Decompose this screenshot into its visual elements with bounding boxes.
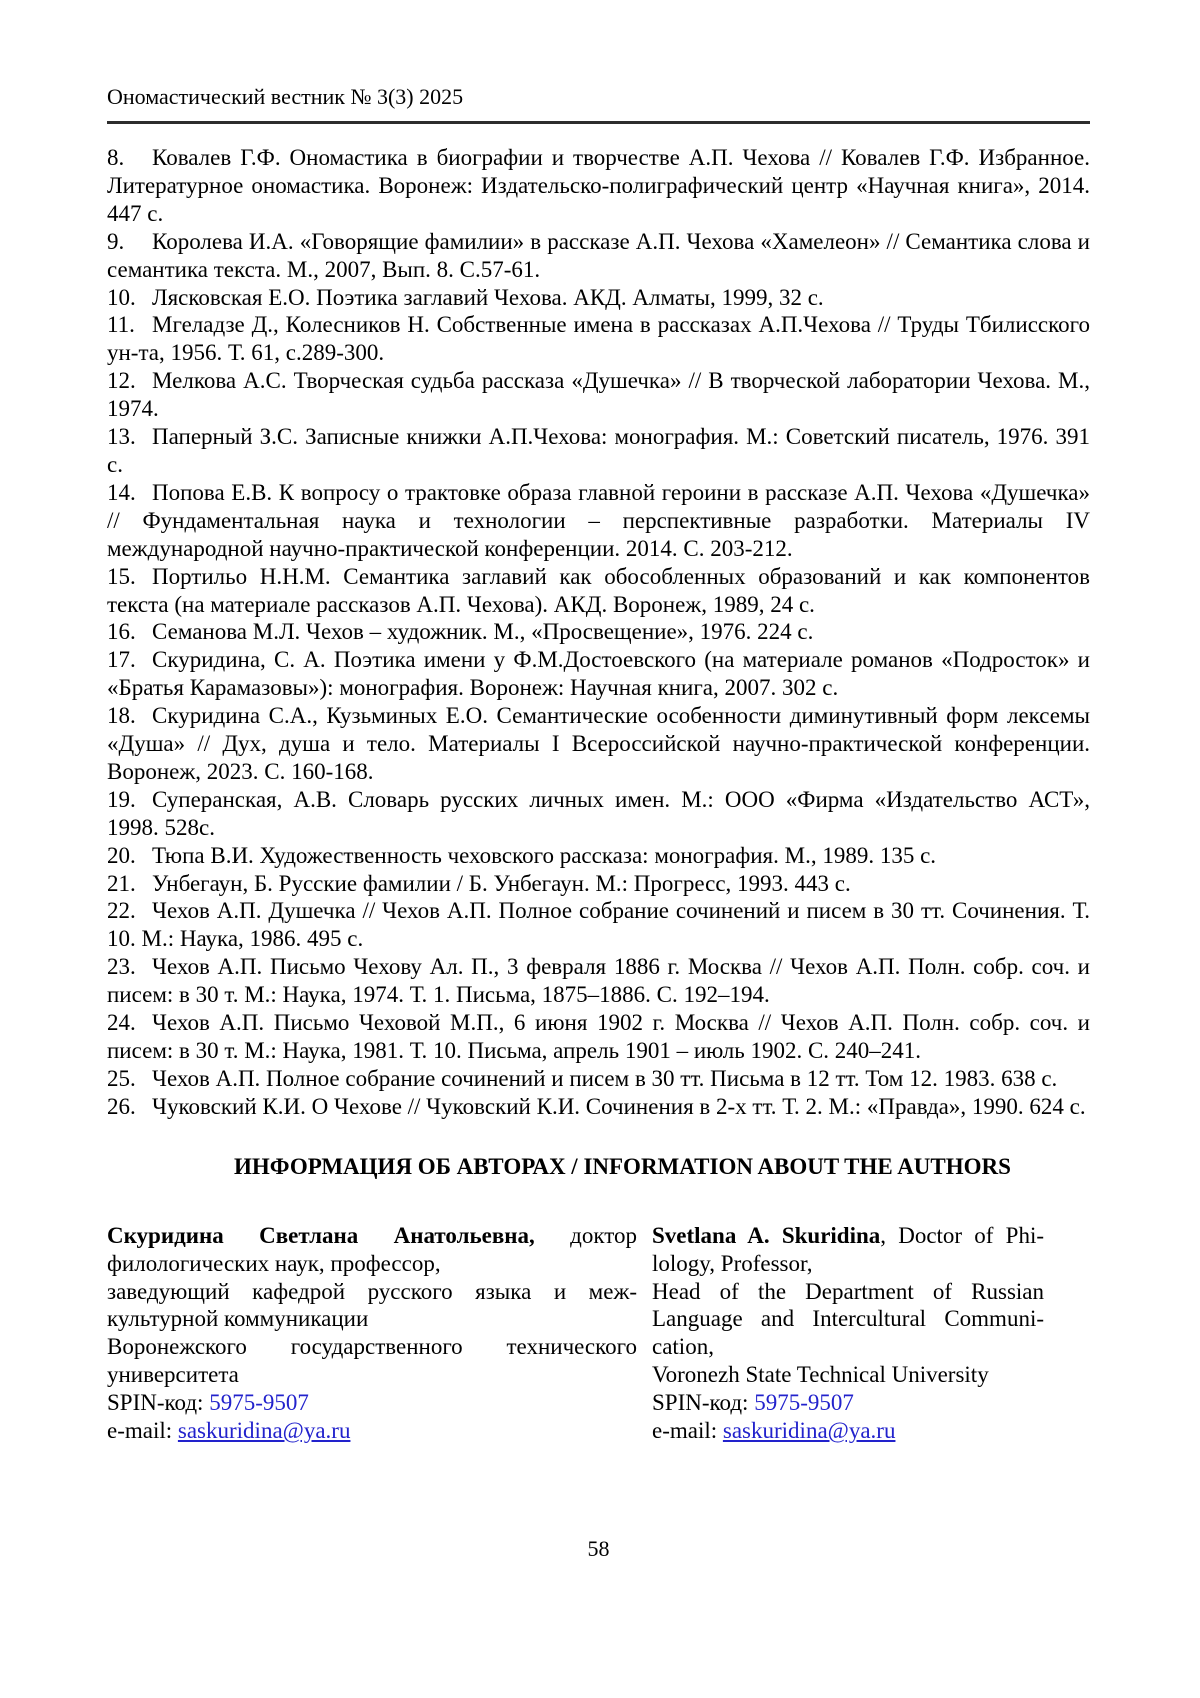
reference-item xyxy=(107,953,1090,1009)
author-info-text: lology, Professor, xyxy=(652,1250,813,1276)
author-info-line xyxy=(107,1333,637,1361)
journal-running-head: Ономастический вестник № 3(3) 2025 xyxy=(107,84,464,109)
reference-number: 13. xyxy=(107,424,136,450)
reference-text: Тюпа В.И. Художественность чеховского рассказа: монография. М., 1989. 135 с. xyxy=(152,842,937,868)
reference-item xyxy=(107,1009,1090,1065)
reference-text: Портильо Н.Н.М. Семантика заглавий как обособленных образований и как компонентов текста (на материале рассказов А.П. Чехова). АКД. Воронеж, 1989, 24 с. xyxy=(107,563,1090,617)
author-info-line xyxy=(107,1389,637,1417)
reference-item xyxy=(107,479,1090,563)
author-info-text: университета xyxy=(107,1362,239,1388)
reference-text: Чехов А.П. Письмо Чеховой М.П., 6 июня 1902 г. Москва // Чехов А.П. Полн. собр. соч. и писем: в 30 т. М.: Наука, 1981. Т. 10. Письма, апрель 1901 – июль 1902. С. 240–241. xyxy=(107,1010,1090,1063)
author-info-text: заведующий кафедрой русского языка и меж- xyxy=(107,1278,637,1304)
link-label: SPIN-код: xyxy=(652,1390,755,1416)
reference-item xyxy=(107,1093,1090,1121)
reference-text: Суперанская, А.В. Словарь русских личных имен. М.: ООО «Фирма «Издательство АСТ», 1998. 528с. xyxy=(107,786,1090,840)
reference-text: Чехов А.П. Полное собрание сочинений и писем в 30 тт. Письма в 12 тт. Том 12. 1983. 638 с. xyxy=(152,1065,1058,1091)
references-list xyxy=(107,144,1090,1121)
reference-number: 26. xyxy=(107,1093,136,1119)
reference-number: 19. xyxy=(107,786,136,812)
author-info-line xyxy=(107,1417,637,1445)
reference-item xyxy=(107,897,1090,953)
reference-number: 9. xyxy=(107,228,125,254)
author-info-line xyxy=(107,1250,637,1278)
reference-item xyxy=(107,284,1090,312)
reference-item xyxy=(107,228,1090,284)
header-rule xyxy=(107,121,1090,124)
author-info-line xyxy=(652,1417,1044,1445)
reference-item xyxy=(107,423,1090,479)
author-info-line xyxy=(652,1305,1044,1333)
author-info-line xyxy=(107,1361,637,1389)
reference-text: Семанова М.Л. Чехов – художник. М., «Просвещение», 1976. 224 с. xyxy=(152,619,814,645)
reference-item xyxy=(107,618,1090,646)
author-name: Svetlana A. Skuridina xyxy=(652,1222,881,1248)
reference-item xyxy=(107,842,1090,870)
reference-number: 15. xyxy=(107,563,136,589)
reference-text: Мелкова А.С. Творческая судьба рассказа «Душечка» // В творческой лаборатории Чехова. М., 1974. xyxy=(107,368,1090,422)
link-label: e-mail: xyxy=(652,1418,723,1444)
reference-item xyxy=(107,646,1090,702)
author-info-english xyxy=(652,1222,1044,1445)
page-number: 58 xyxy=(587,1536,610,1561)
reference-item xyxy=(107,563,1090,619)
reference-number: 16. xyxy=(107,619,136,645)
author-info-line xyxy=(652,1361,1044,1389)
reference-number: 23. xyxy=(107,954,136,980)
email-link[interactable]: saskuridina@ya.ru xyxy=(177,1418,351,1444)
reference-text: Чехов А.П. Письмо Чехову Ал. П., 3 февраля 1886 г. Москва // Чехов А.П. Полн. собр. соч. и писем: в 30 т. М.: Наука, 1974. Т. 1. Письма, 1875–1886. С. 192–194. xyxy=(107,954,1090,1008)
reference-text: Скуридина С.А., Кузьминых Е.О. Семантические особенности диминутивный форм лексемы «Душа» // Дух, душа и тело. Материалы I Всероссийской научно-практической конференции. Воронеж, 2023. С. 160-168. xyxy=(107,703,1090,784)
reference-number: 21. xyxy=(107,870,136,896)
author-info-line xyxy=(652,1389,1044,1417)
reference-text: Скуридина, С. А. Поэтика имени у Ф.М.Достоевского (на материале романов «Подросток» и «Братья Карамазовы»): монография. Воронеж: Научная книга, 2007. 302 с. xyxy=(107,647,1090,701)
link-label: SPIN-код: xyxy=(107,1390,210,1416)
reference-number: 14. xyxy=(107,479,136,505)
author-info-text: Language and Intercultural Communi- xyxy=(652,1306,1044,1332)
author-info-line xyxy=(652,1222,1044,1250)
author-info-line xyxy=(107,1222,637,1250)
reference-number: 17. xyxy=(107,647,136,673)
reference-item xyxy=(107,702,1090,786)
reference-text: Лясковская Е.О. Поэтика заглавий Чехова. АКД. Алматы, 1999, 32 с. xyxy=(152,284,824,310)
reference-item xyxy=(107,144,1090,228)
authors-info-block xyxy=(107,1222,1090,1445)
reference-item xyxy=(107,367,1090,423)
author-info-line xyxy=(652,1250,1044,1278)
author-info-text: культурной коммуникации xyxy=(107,1306,369,1332)
reference-number: 8. xyxy=(107,145,125,170)
author-info-text: филологических наук, профессор, xyxy=(107,1250,441,1276)
reference-number: 18. xyxy=(107,703,136,729)
author-info-text: Head of the Department of Russian xyxy=(652,1278,1044,1304)
spin-code-link[interactable]: 5975-9507 xyxy=(754,1390,854,1416)
reference-text: Мгеладзе Д., Колесников Н. Собственные имена в рассказах А.П.Чехова // Труды Тбилисского ун-та, 1956. Т. 61, с.289-300. xyxy=(107,312,1090,366)
author-info-text: Воронежского государственного технического xyxy=(107,1334,637,1360)
link-label: e-mail: xyxy=(107,1418,178,1444)
author-info-line xyxy=(107,1278,637,1306)
reference-item xyxy=(107,870,1090,898)
author-info-line xyxy=(652,1278,1044,1306)
reference-number: 25. xyxy=(107,1065,136,1091)
reference-number: 10. xyxy=(107,284,136,310)
reference-item xyxy=(107,311,1090,367)
authors-section-heading: ИНФОРМАЦИЯ ОБ АВТОРАХ / INFORMATION ABOUT THE AUTHORS xyxy=(234,1153,1011,1179)
author-info-russian xyxy=(107,1222,637,1445)
reference-text: Ковалев Г.Ф. Ономастика в биографии и творчестве А.П. Чехова // Ковалев Г.Ф. Избранное. Литературное ономастика. Воронеж: Издательско-полиграфический центр «Научная книга», 2014. 447 с. xyxy=(107,145,1090,226)
reference-text: Чуковский К.И. О Чехове // Чуковский К.И. Сочинения в 2-х тт. Т. 2. М.: «Правда», 1990. 624 с. xyxy=(152,1093,1086,1119)
reference-item xyxy=(107,1065,1090,1093)
author-info-text: доктор xyxy=(534,1222,637,1248)
reference-number: 20. xyxy=(107,842,136,868)
spin-code-link[interactable]: 5975-9507 xyxy=(209,1390,309,1416)
reference-text: Чехов А.П. Душечка // Чехов А.П. Полное собрание сочинений и писем в 30 тт. Сочинения. Т. 10. М.: Наука, 1986. 495 с. xyxy=(107,898,1090,952)
reference-number: 12. xyxy=(107,368,136,394)
reference-text: Королева И.А. «Говорящие фамилии» в рассказе А.П. Чехова «Хамелеон» // Семантика слова и семантика текста. М., 2007, Вып. 8. С.57-61. xyxy=(107,228,1090,282)
reference-number: 11. xyxy=(107,312,135,338)
author-name: Скуридина Светлана Анатольевна, xyxy=(107,1222,535,1248)
author-info-line xyxy=(652,1333,1044,1361)
author-info-text: cation, xyxy=(652,1334,714,1360)
reference-item xyxy=(107,786,1090,842)
author-info-text: , Doctor of Phi- xyxy=(880,1222,1044,1248)
author-info-line xyxy=(107,1305,637,1333)
reference-text: Паперный З.С. Записные книжки А.П.Чехова: монография. М.: Советский писатель, 1976. 391 с. xyxy=(107,424,1090,477)
reference-number: 24. xyxy=(107,1010,136,1036)
reference-text: Унбегаун, Б. Русские фамилии / Б. Унбегаун. М.: Прогресс, 1993. 443 с. xyxy=(152,870,851,896)
page-content xyxy=(107,0,1090,1445)
reference-text: Попова Е.В. К вопросу о трактовке образа главной героини в рассказе А.П. Чехова «Душечка» // Фундаментальная наука и технологии – перспективные разработки. Материалы IV международной научно-практической конференции. 2014. С. 203-212. xyxy=(107,479,1090,561)
author-info-text: Voronezh State Technical University xyxy=(652,1362,989,1388)
reference-number: 22. xyxy=(107,898,136,924)
email-link[interactable]: saskuridina@ya.ru xyxy=(722,1418,896,1444)
